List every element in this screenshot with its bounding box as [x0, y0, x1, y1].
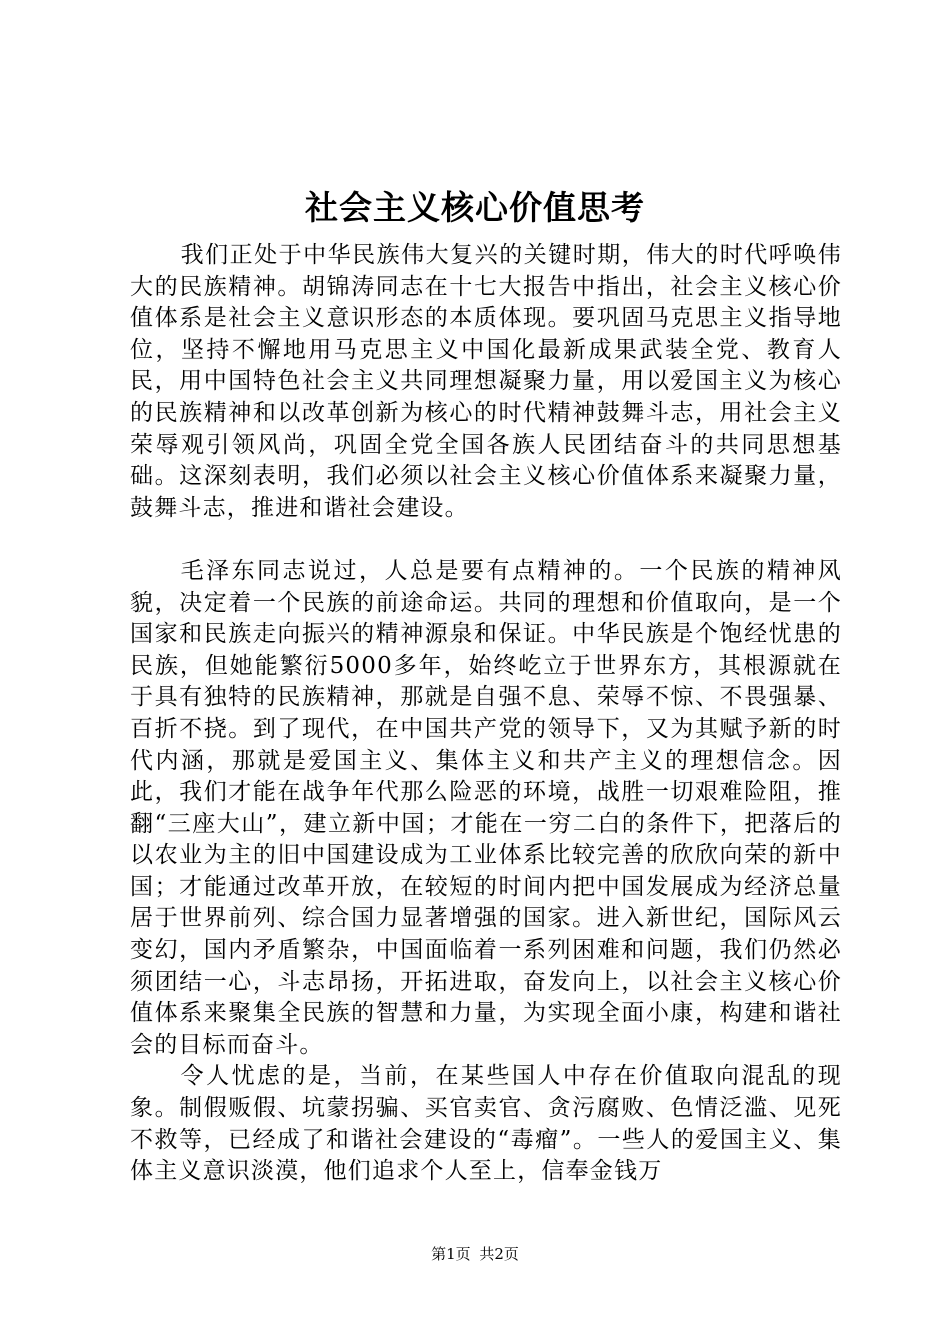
- page-number: 第1页: [431, 1245, 471, 1263]
- paragraph-2: 毛泽东同志说过，人总是要有点精神的。一个民族的精神风貌，决定着一个民族的前途命运。共同的理想和价值取向，是一个国家和民族走向振兴的精神源泉和保证。中华民族是个饱经忧患的民族，但她能繁衍5000多年，始终屹立于世界东方，其根源就在于具有独特的民族精神，那就是自强不息、荣辱不惊、不畏强暴、百折不挠。到了现代，在中国共产党的领导下，又为其赋予新的时代内涵，那就是爱国主义、集体主义和共产主义的理想信念。因此，我们才能在战争年代那么险恶的环境，战胜一切艰难险阻，推翻“三座大山”，建立新中国；才能在一穷二白的条件下，把落后的以农业为主的旧中国建设成为工业体系比较完善的欣欣向荣的新中国；才能通过改革开放，在较短的时间内把中国发展成为经济总量居于世界前列、综合国力显著增强的国家。进入新世纪，国际风云变幻，国内矛盾繁杂，中国面临着一系列困难和问题，我们仍然必须团结一心，斗志昂扬，开拓进取，奋发向上，以社会主义核心价值体系来聚集全民族的智慧和力量，为实现全面小康，构建和谐社会的目标而奋斗。: [130, 557, 842, 1058]
- page-total: 共2页: [479, 1245, 519, 1263]
- document-title: 社会主义核心价值思考: [305, 188, 645, 227]
- page-footer: [0, 1244, 950, 1264]
- paragraph-3: 令人忧虑的是，当前，在某些国人中存在价值取向混乱的现象。制假贩假、坑蒙拐骗、买官卖官、贪污腐败、色情泛滥、见死不救等，已经成了和谐社会建设的“毒瘤”。一些人的爱国主义、集体主义意识淡漠，他们追求个人至上，信奉金钱万: [130, 1063, 842, 1185]
- document-body: [130, 240, 842, 1188]
- paragraph-1: 我们正处于中华民族伟大复兴的关键时期，伟大的时代呼唤伟大的民族精神。胡锦涛同志在十七大报告中指出，社会主义核心价值体系是社会主义意识形态的本质体现。要巩固马克思主义指导地位，坚持不懈地用马克思主义中国化最新成果武装全党、教育人民，用中国特色社会主义共同理想凝聚力量，用以爱国主义为核心的民族精神和以改革创新为核心的时代精神鼓舞斗志，用社会主义荣辱观引领风尚，巩固全党全国各族人民团结奋斗的共同思想基础。这深刻表明，我们必须以社会主义核心价值体系来凝聚力量，鼓舞斗志，推进和谐社会建设。: [130, 242, 842, 521]
